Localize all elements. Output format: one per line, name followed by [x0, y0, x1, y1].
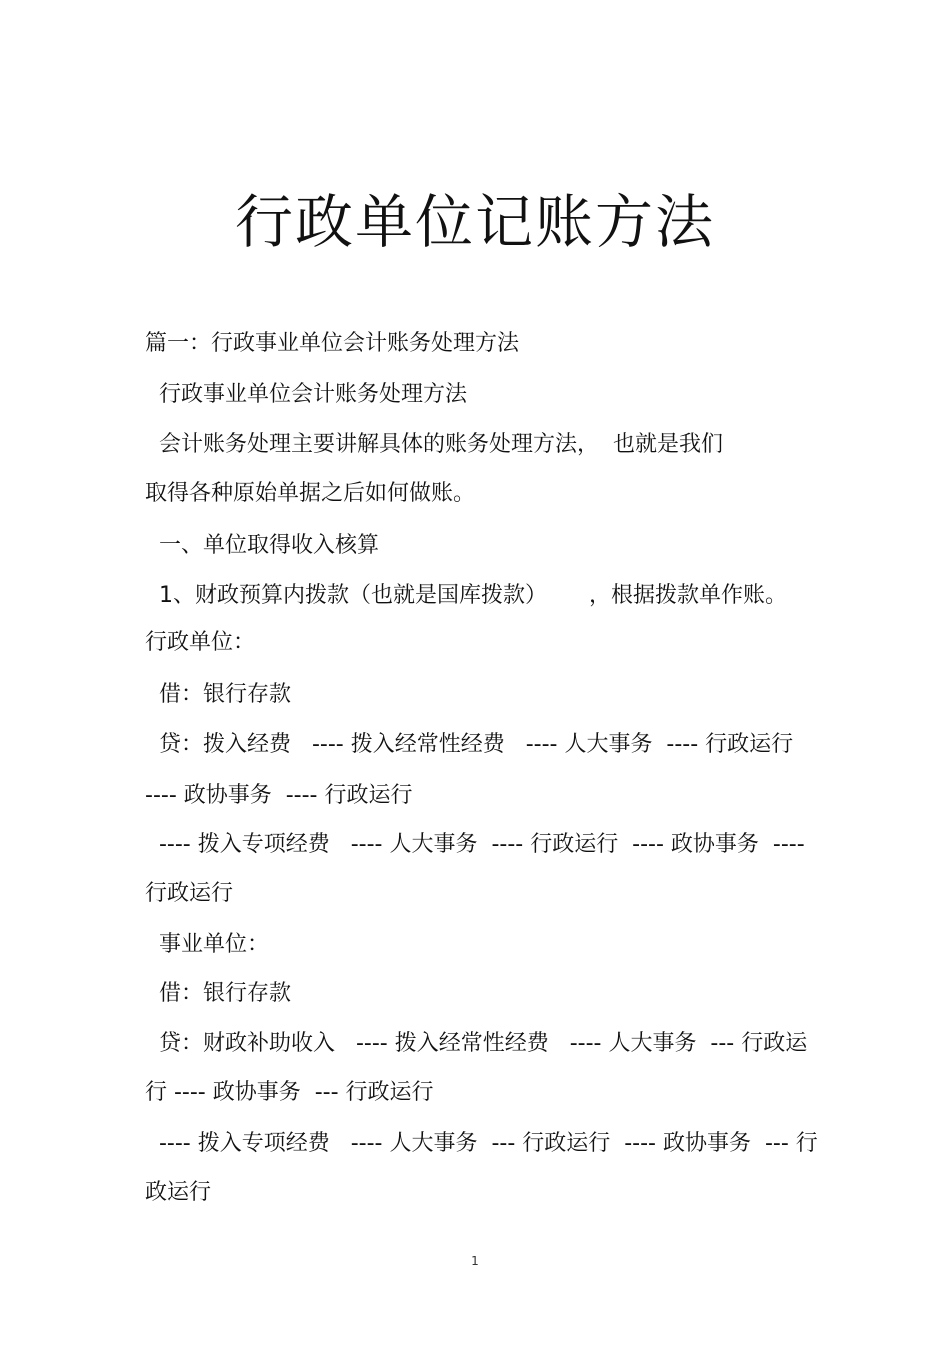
- text-line: 行政单位：: [145, 630, 256, 655]
- text-line: 取得各种原始单据之后如何做账。: [145, 481, 476, 506]
- text-line: 行政运行: [145, 881, 234, 906]
- text-line: ---- 拨入专项经费 ---- 人大事务 --- 行政运行 ---- 政协事务 --- 行: [145, 1131, 818, 1156]
- text-line: 行政事业单位会计账务处理方法: [145, 382, 467, 407]
- text-line: 借：银行存款: [145, 981, 291, 1006]
- text-line: 贷：拨入经费 ---- 拨入经常性经费 ---- 人大事务 ---- 行政运行: [145, 732, 794, 757]
- text-line: 行 ---- 政协事务 --- 行政运行: [145, 1080, 434, 1105]
- text-line: ---- 政协事务 ---- 行政运行: [145, 783, 413, 808]
- text-line: 借：银行存款: [145, 682, 291, 707]
- text-line: 会计账务处理主要讲解具体的账务处理方法， 也就是我们: [145, 432, 723, 457]
- text-line: 政运行: [145, 1180, 212, 1205]
- text-line: 事业单位：: [145, 932, 269, 957]
- text-line: 1、财政预算内拨款（也就是国库拨款） ，根据拨款单作账。: [145, 583, 787, 608]
- section-heading: 一、单位取得收入核算: [145, 533, 379, 558]
- text-line: 篇一：行政事业单位会计账务处理方法: [145, 331, 520, 356]
- text-line: 贷：财政补助收入 ---- 拨入经常性经费 ---- 人大事务 --- 行政运: [145, 1031, 808, 1056]
- text-line: ---- 拨入专项经费 ---- 人大事务 ---- 行政运行 ---- 政协事务 ----: [145, 832, 805, 857]
- page-number: 1: [471, 1254, 479, 1268]
- document-title: 行政单位记账方法: [234, 188, 715, 256]
